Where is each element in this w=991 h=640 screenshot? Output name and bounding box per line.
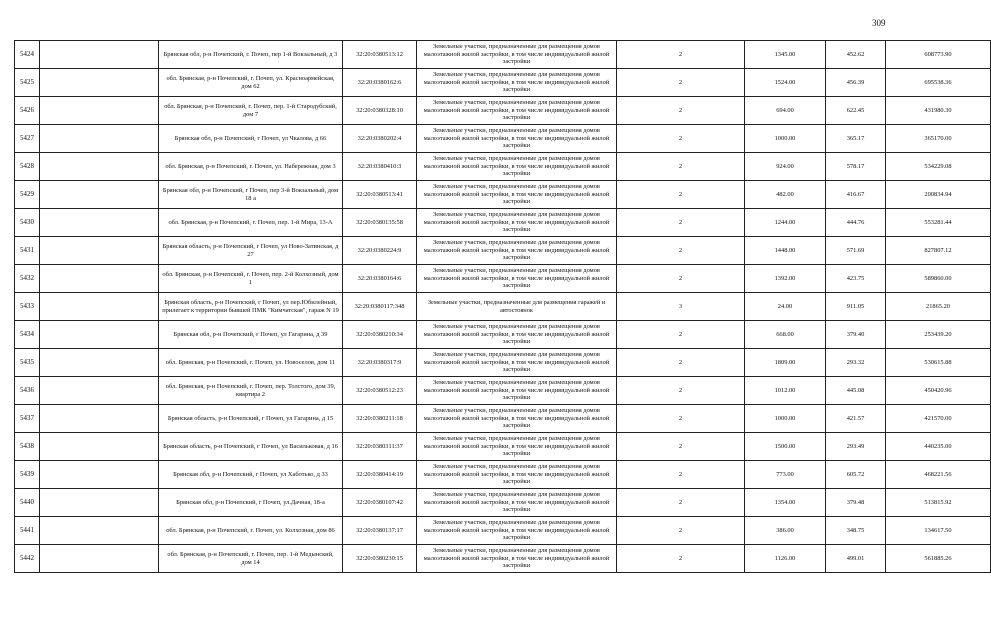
area-cell: 1000.00 <box>745 125 826 153</box>
row-number: 5426 <box>15 97 40 125</box>
row-number: 5441 <box>15 517 40 545</box>
table-row <box>15 405 991 433</box>
group-cell: 2 <box>617 433 745 461</box>
cadastral-value-cell: 365170.00 <box>886 125 991 153</box>
cadastral-value-cell: 589860.00 <box>886 265 991 293</box>
land-use-cell: Земельные участки, предназначенные для размещения домов малоэтажной жилой застройки, в том числе индивидуальной жилой застройки <box>417 265 617 293</box>
blank-cell <box>40 209 159 237</box>
table-row <box>15 349 991 377</box>
area-cell: 1524.00 <box>745 69 826 97</box>
group-cell: 2 <box>617 349 745 377</box>
table-row <box>15 293 991 321</box>
row-number: 5429 <box>15 181 40 209</box>
address-cell: Брянская обл, р-н Почепский, г Почеп, ул Гагарина, д 39 <box>159 321 343 349</box>
cadastral-number-cell: 32:20:0380414:19 <box>343 461 417 489</box>
blank-cell <box>40 97 159 125</box>
land-use-cell: Земельные участки, предназначенные для размещения домов малоэтажной жилой застройки, в том числе индивидуальной жилой застройки <box>417 209 617 237</box>
blank-cell <box>40 237 159 265</box>
land-use-cell: Земельные участки, предназначенные для размещения гаражей и автостоянок <box>417 293 617 321</box>
table-row <box>15 97 991 125</box>
area-cell: 1500.00 <box>745 433 826 461</box>
row-number: 5425 <box>15 69 40 97</box>
table-row <box>15 209 991 237</box>
area-cell: 1809.00 <box>745 349 826 377</box>
group-cell: 2 <box>617 237 745 265</box>
table-row <box>15 237 991 265</box>
rate-cell: 379.48 <box>826 489 886 517</box>
cadastral-number-cell: 32:20:0380107:42 <box>343 489 417 517</box>
land-use-cell: Земельные участки, предназначенные для размещения домов малоэтажной жилой застройки, в том числе индивидуальной жилой застройки <box>417 125 617 153</box>
cadastral-number-cell: 32:20:0380137:17 <box>343 517 417 545</box>
group-cell: 2 <box>617 41 745 69</box>
row-number: 5437 <box>15 405 40 433</box>
address-cell: Брянская область, р-н Почепский, г Почеп, ул пер.Юбилейный, прилегает к территории бывшей ПМК "Кимчатская", гараж N 19 <box>159 293 343 321</box>
cadastral-value-cell: 253439.20 <box>886 321 991 349</box>
group-cell: 2 <box>617 461 745 489</box>
land-use-cell: Земельные участки, предназначенные для размещения домов малоэтажной жилой застройки, в том числе индивидуальной жилой застройки <box>417 237 617 265</box>
table-row <box>15 489 991 517</box>
area-cell: 1354.00 <box>745 489 826 517</box>
blank-cell <box>40 349 159 377</box>
blank-cell <box>40 517 159 545</box>
address-cell: обл. Брянская, р-н Почепский, г. Почеп, пер. 1-й Медынский, дом 14 <box>159 545 343 573</box>
row-number: 5424 <box>15 41 40 69</box>
area-cell: 1000.00 <box>745 405 826 433</box>
blank-cell <box>40 461 159 489</box>
group-cell: 2 <box>617 265 745 293</box>
land-registry-table <box>14 40 991 573</box>
rate-cell: 293.32 <box>826 349 886 377</box>
rate-cell: 293.49 <box>826 433 886 461</box>
rate-cell: 622.45 <box>826 97 886 125</box>
cadastral-number-cell: 32:20:0380117:348 <box>343 293 417 321</box>
area-cell: 1448.00 <box>745 237 826 265</box>
blank-cell <box>40 433 159 461</box>
row-number: 5440 <box>15 489 40 517</box>
cadastral-number-cell: 32:20:0380135:58 <box>343 209 417 237</box>
blank-cell <box>40 181 159 209</box>
cadastral-value-cell: 534229.08 <box>886 153 991 181</box>
land-use-cell: Земельные участки, предназначенные для размещения домов малоэтажной жилой застройки, в том числе индивидуальной жилой застройки <box>417 69 617 97</box>
address-cell: Брянская область, р-н Почепский, г Почеп, ул Гагарина, д 15 <box>159 405 343 433</box>
table-row <box>15 41 991 69</box>
cadastral-value-cell: 530615.88 <box>886 349 991 377</box>
rate-cell: 605.72 <box>826 461 886 489</box>
blank-cell <box>40 545 159 573</box>
blank-cell <box>40 293 159 321</box>
group-cell: 2 <box>617 209 745 237</box>
rate-cell: 445.08 <box>826 377 886 405</box>
address-cell: обл. Брянская, р-н Почепский, г. Почеп, ул. Колхозная, дом 86 <box>159 517 343 545</box>
address-cell: обл. Брянская, р-н Почепский, г. Почеп, пер. 1-й Мира, 13-А <box>159 209 343 237</box>
row-number: 5431 <box>15 237 40 265</box>
land-use-cell: Земельные участки, предназначенные для размещения домов малоэтажной жилой застройки, в том числе индивидуальной жилой застройки <box>417 545 617 573</box>
address-cell: Брянская обл, р-н Почепский, г Почеп, ул Хаботько, д 33 <box>159 461 343 489</box>
land-use-cell: Земельные участки, предназначенные для размещения домов малоэтажной жилой застройки, в том числе индивидуальной жилой застройки <box>417 489 617 517</box>
table-row <box>15 461 991 489</box>
rate-cell: 421.57 <box>826 405 886 433</box>
rate-cell: 578.17 <box>826 153 886 181</box>
group-cell: 2 <box>617 405 745 433</box>
cadastral-value-cell: 553281.44 <box>886 209 991 237</box>
group-cell: 2 <box>617 97 745 125</box>
table-row <box>15 321 991 349</box>
land-use-cell: Земельные участки, предназначенные для размещения домов малоэтажной жилой застройки, в том числе индивидуальной жилой застройки <box>417 377 617 405</box>
land-use-cell: Земельные участки, предназначенные для размещения домов малоэтажной жилой застройки, в том числе индивидуальной жилой застройки <box>417 405 617 433</box>
address-cell: обл. Брянская, р-н Почепский, г. Почеп, пер. Толстого, дом 39, квартира 2 <box>159 377 343 405</box>
area-cell: 1345.00 <box>745 41 826 69</box>
address-cell: Брянская обл, р-н Почепский, г Почеп, пер 3-й Вокзальный, дом 18 а <box>159 181 343 209</box>
blank-cell <box>40 405 159 433</box>
rate-cell: 348.75 <box>826 517 886 545</box>
rate-cell: 423.75 <box>826 265 886 293</box>
cadastral-value-cell: 513815.92 <box>886 489 991 517</box>
cadastral-number-cell: 32:20:0380164:6 <box>343 265 417 293</box>
address-cell: Брянская обл, р-н Почепский, г. Почеп, пер 1-й Вокзальный, д 3 <box>159 41 343 69</box>
blank-cell <box>40 125 159 153</box>
cadastral-value-cell: 21865.20 <box>886 293 991 321</box>
land-use-cell: Земельные участки, предназначенные для размещения домов малоэтажной жилой застройки, в том числе индивидуальной жилой застройки <box>417 349 617 377</box>
cadastral-number-cell: 32:20:0380311:37 <box>343 433 417 461</box>
area-cell: 1392.00 <box>745 265 826 293</box>
land-use-cell: Земельные участки, предназначенные для размещения домов малоэтажной жилой застройки, в том числе индивидуальной жилой застройки <box>417 181 617 209</box>
cadastral-number-cell: 32:20:0380211:18 <box>343 405 417 433</box>
rate-cell: 911.05 <box>826 293 886 321</box>
area-cell: 1244.00 <box>745 209 826 237</box>
rate-cell: 416.67 <box>826 181 886 209</box>
address-cell: обл. Брянская, р-н Почепский, г. Почеп, пер. 1-й Стародубский, дом 7 <box>159 97 343 125</box>
group-cell: 3 <box>617 293 745 321</box>
area-cell: 773.00 <box>745 461 826 489</box>
cadastral-number-cell: 32:20:0380202:4 <box>343 125 417 153</box>
group-cell: 2 <box>617 377 745 405</box>
cadastral-number-cell: 32:20:0380328:10 <box>343 97 417 125</box>
table-row <box>15 545 991 573</box>
page-number: 309 <box>872 18 886 28</box>
rate-cell: 444.76 <box>826 209 886 237</box>
area-cell: 386.00 <box>745 517 826 545</box>
cadastral-number-cell: 32:20:0380512:23 <box>343 377 417 405</box>
cadastral-number-cell: 32:20:0380513:12 <box>343 41 417 69</box>
blank-cell <box>40 321 159 349</box>
row-number: 5433 <box>15 293 40 321</box>
land-use-cell: Земельные участки, предназначенные для размещения домов малоэтажной жилой застройки, в том числе индивидуальной жилой застройки <box>417 461 617 489</box>
rate-cell: 571.69 <box>826 237 886 265</box>
table-row <box>15 153 991 181</box>
area-cell: 924.00 <box>745 153 826 181</box>
cadastral-value-cell: 431980.30 <box>886 97 991 125</box>
cadastral-value-cell: 827807.12 <box>886 237 991 265</box>
table-row <box>15 433 991 461</box>
cadastral-value-cell: 695538.36 <box>886 69 991 97</box>
group-cell: 2 <box>617 517 745 545</box>
rate-cell: 379.40 <box>826 321 886 349</box>
cadastral-number-cell: 32:20:0380317:9 <box>343 349 417 377</box>
cadastral-value-cell: 608773.90 <box>886 41 991 69</box>
cadastral-number-cell: 32:20:0380230:15 <box>343 545 417 573</box>
row-number: 5432 <box>15 265 40 293</box>
row-number: 5442 <box>15 545 40 573</box>
area-cell: 482.00 <box>745 181 826 209</box>
area-cell: 668.00 <box>745 321 826 349</box>
group-cell: 2 <box>617 489 745 517</box>
cadastral-value-cell: 561885.26 <box>886 545 991 573</box>
blank-cell <box>40 41 159 69</box>
cadastral-value-cell: 134617.50 <box>886 517 991 545</box>
address-cell: обл. Брянская, р-н Почепский, г. Почеп, ул. Красноармейская, дом 62 <box>159 69 343 97</box>
cadastral-value-cell: 440235.00 <box>886 433 991 461</box>
cadastral-value-cell: 200834.94 <box>886 181 991 209</box>
address-cell: обл. Брянская, р-н Почепский, г. Почеп, ул. Новоселов, дом 11 <box>159 349 343 377</box>
row-number: 5434 <box>15 321 40 349</box>
rate-cell: 456.39 <box>826 69 886 97</box>
rate-cell: 452.62 <box>826 41 886 69</box>
area-cell: 694.00 <box>745 97 826 125</box>
row-number: 5435 <box>15 349 40 377</box>
land-use-cell: Земельные участки, предназначенные для размещения домов малоэтажной жилой застройки, в том числе индивидуальной жилой застройки <box>417 41 617 69</box>
rate-cell: 499.01 <box>826 545 886 573</box>
row-number: 5428 <box>15 153 40 181</box>
land-use-cell: Земельные участки, предназначенные для размещения домов малоэтажной жилой застройки, в том числе индивидуальной жилой застройки <box>417 153 617 181</box>
address-cell: Брянская область, р-н Почепский, г Почеп, ул Ново-Затинская, д 27 <box>159 237 343 265</box>
row-number: 5430 <box>15 209 40 237</box>
address-cell: обл. Брянская, р-н Почепский, г. Почеп, пер. 2-й Колхозный, дом 1 <box>159 265 343 293</box>
cadastral-number-cell: 32:20:0380513:41 <box>343 181 417 209</box>
address-cell: обл. Брянская, р-н Почепский, г. Почеп, ул. Набережная, дом 3 <box>159 153 343 181</box>
area-cell: 1126.00 <box>745 545 826 573</box>
cadastral-number-cell: 32:20:0380224:9 <box>343 237 417 265</box>
table-row <box>15 265 991 293</box>
address-cell: Брянская обл, р-н Почепский, г Почеп, ул Чкалова, д 66 <box>159 125 343 153</box>
rate-cell: 365.17 <box>826 125 886 153</box>
blank-cell <box>40 265 159 293</box>
cadastral-value-cell: 421570.00 <box>886 405 991 433</box>
group-cell: 2 <box>617 69 745 97</box>
blank-cell <box>40 489 159 517</box>
row-number: 5436 <box>15 377 40 405</box>
cadastral-value-cell: 450420.96 <box>886 377 991 405</box>
cadastral-value-cell: 468221.56 <box>886 461 991 489</box>
table-row <box>15 517 991 545</box>
cadastral-number-cell: 32:20:0380162:6 <box>343 69 417 97</box>
table-row <box>15 377 991 405</box>
group-cell: 2 <box>617 125 745 153</box>
row-number: 5427 <box>15 125 40 153</box>
table-row <box>15 181 991 209</box>
address-cell: Брянская обл, р-н Почепский, г Почеп, ул.Дачная, 18-а <box>159 489 343 517</box>
blank-cell <box>40 69 159 97</box>
area-cell: 1012.00 <box>745 377 826 405</box>
row-number: 5438 <box>15 433 40 461</box>
group-cell: 2 <box>617 181 745 209</box>
area-cell: 24.00 <box>745 293 826 321</box>
land-use-cell: Земельные участки, предназначенные для размещения домов малоэтажной жилой застройки, в том числе индивидуальной жилой застройки <box>417 97 617 125</box>
blank-cell <box>40 153 159 181</box>
table-row <box>15 69 991 97</box>
group-cell: 2 <box>617 153 745 181</box>
table-row <box>15 125 991 153</box>
land-use-cell: Земельные участки, предназначенные для размещения домов малоэтажной жилой застройки, в том числе индивидуальной жилой застройки <box>417 517 617 545</box>
cadastral-number-cell: 32:20:0380410:3 <box>343 153 417 181</box>
land-use-cell: Земельные участки, предназначенные для размещения домов малоэтажной жилой застройки, в том числе индивидуальной жилой застройки <box>417 433 617 461</box>
blank-cell <box>40 377 159 405</box>
group-cell: 2 <box>617 545 745 573</box>
land-use-cell: Земельные участки, предназначенные для размещения домов малоэтажной жилой застройки, в том числе индивидуальной жилой застройки <box>417 321 617 349</box>
cadastral-number-cell: 32:20:0380210:34 <box>343 321 417 349</box>
group-cell: 2 <box>617 321 745 349</box>
address-cell: Брянская область, р-н Почепский, г Почеп, ул Васильковая, д 16 <box>159 433 343 461</box>
row-number: 5439 <box>15 461 40 489</box>
